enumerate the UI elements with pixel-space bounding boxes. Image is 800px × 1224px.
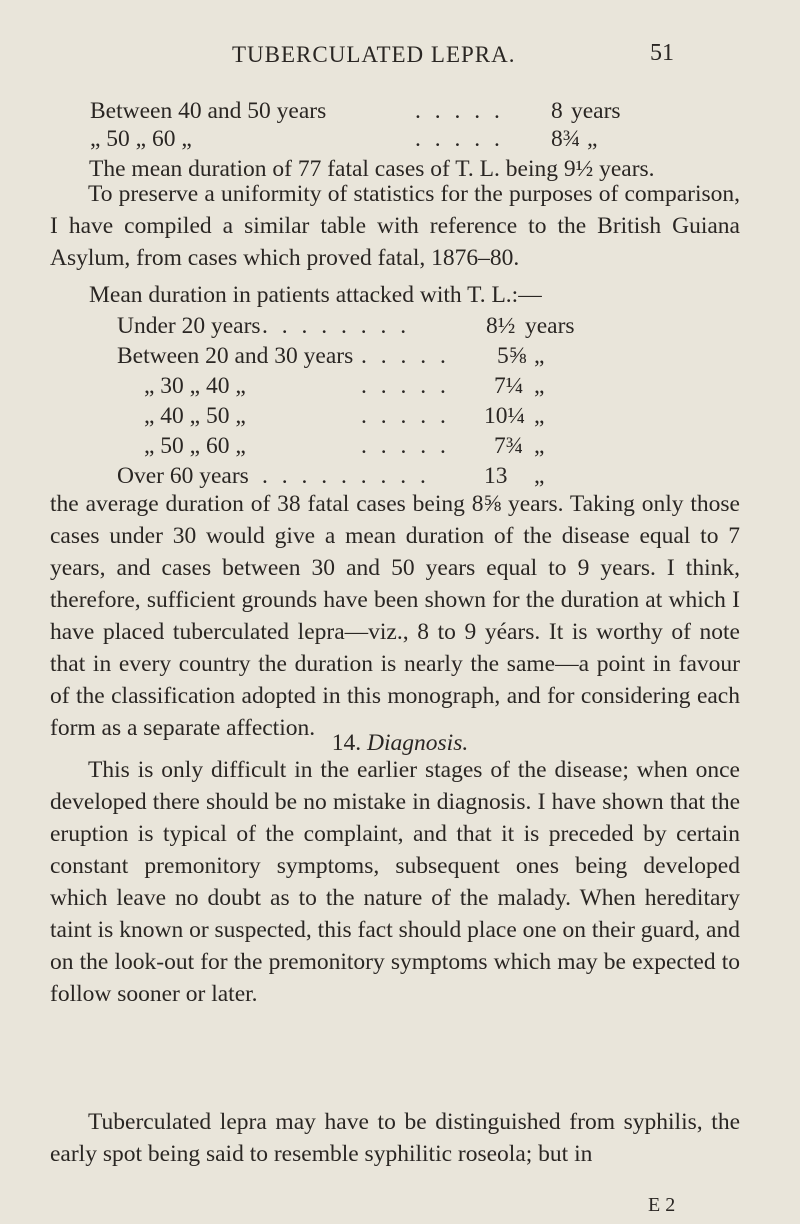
intro-paragraph: To preserve a uniformity of statistics for the purposes of comparison, I have compiled a similar table with reference to the British Guiana Asylum, from cases which proved fatal, 1876–80. — [50, 181, 740, 271]
row-label: „ 50 „ 60 „ — [90, 126, 192, 152]
leader-dots: . . . . . . . . . — [262, 463, 430, 489]
row-value: 5⅝ — [497, 343, 527, 369]
leader-dots: . . . . . — [361, 403, 450, 429]
row-unit: years — [525, 313, 575, 339]
row-label: „ 30 „ 40 „ — [144, 373, 246, 399]
table-heading: Mean duration in patients attacked with T. L.:— — [89, 282, 542, 308]
row-unit: „ — [534, 433, 545, 459]
conclusion-paragraph: the average duration of 38 fatal cases being 8⅝ years. Taking only those cases under 30 would give a mean duration of the disease equal to 7 years, and cases between 30 and 50 years equal to 9 years. I think, therefore, sufficient grounds have been shown for the duration at which I have placed tuberculated lepra—viz., 8 to 9 yéars. It is worthy of note that in every country the duration is nearly the same—a point in favour of the classification adopted in this monograph, and for considering each form as a separate affection. — [50, 491, 740, 741]
section-number: 14. — [331, 730, 362, 756]
row-unit: „ — [534, 403, 545, 429]
section-heading — [0, 730, 800, 757]
row-label: Under 20 years — [117, 313, 261, 339]
row-unit: „ — [534, 463, 545, 489]
row-unit: years — [571, 98, 621, 124]
leader-dots: . . . . . — [361, 433, 450, 459]
page-header — [0, 36, 800, 76]
running-head: TUBERCULATED LEPRA. — [232, 42, 516, 67]
mean-duration-line: The mean duration of 77 fatal cases of T. L. being 9½ years. — [89, 156, 655, 182]
page-number: 51 — [650, 40, 674, 66]
leader-dots: . . . . . — [361, 373, 450, 399]
leader-dots: . . . . . — [361, 343, 450, 369]
diagnosis-paragraph-continued: Tuberculated lepra may have to be distinguished from syphilis, the early spot being said to resemble syphilitic roseola; but in — [50, 1109, 740, 1167]
row-value: 8¾ — [551, 126, 581, 152]
row-value: 8 — [551, 98, 563, 124]
row-value: 7¼ — [494, 373, 524, 399]
section-title: Diagnosis. — [367, 730, 469, 756]
row-value: 10¼ — [484, 403, 526, 429]
row-value: 7¾ — [494, 433, 524, 459]
row-unit: „ — [587, 126, 598, 152]
row-value: 8½ — [486, 313, 516, 339]
leader-dots: . . . . . . . . — [262, 313, 411, 339]
row-unit: „ — [534, 373, 545, 399]
row-unit: „ — [534, 343, 545, 369]
diagnosis-paragraph: This is only difficult in the earlier stages of the disease; when once developed there should be no mistake in diagnosis. I have shown that the eruption is typical of the complaint, and that it is preceded by certain constant premonitory symptoms, subsequent ones being developed which leave no doubt as to the nature of the malady. When hereditary taint is known or suspected, this fact should place one on their guard, and on the look-out for the premonitory symptoms which may be expected to follow sooner or later. — [50, 757, 740, 1007]
row-label: „ 50 „ 60 „ — [144, 433, 246, 459]
row-label: Over 60 years — [117, 463, 249, 489]
leader-dots: . . . . . — [415, 98, 504, 124]
row-label: „ 40 „ 50 „ — [144, 403, 246, 429]
row-value: 13 — [484, 463, 508, 489]
signature-mark: E 2 — [648, 1194, 676, 1216]
leader-dots: . . . . . — [415, 126, 504, 152]
row-label: Between 20 and 30 years — [117, 343, 354, 369]
row-label: Between 40 and 50 years — [90, 98, 327, 124]
